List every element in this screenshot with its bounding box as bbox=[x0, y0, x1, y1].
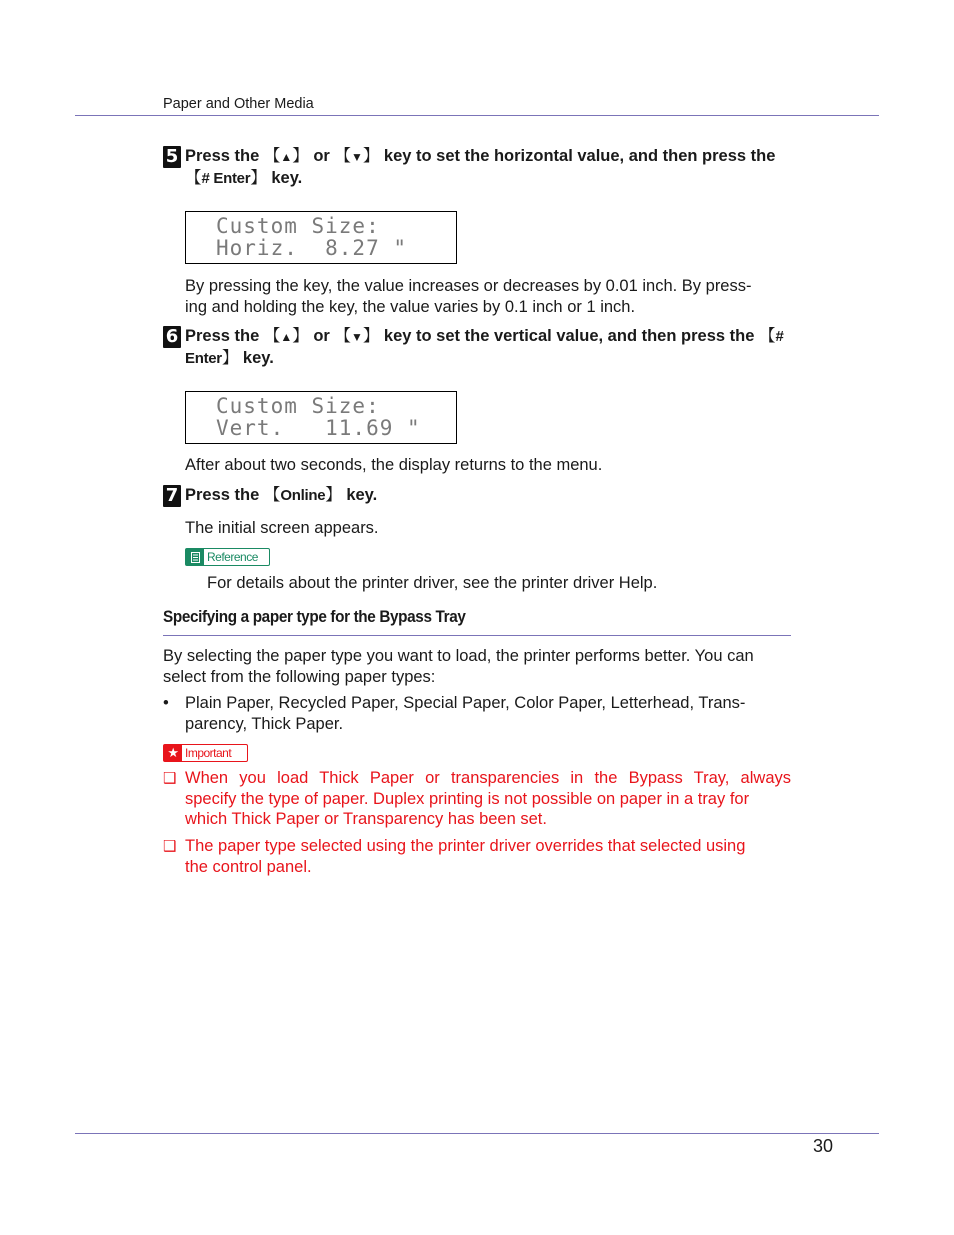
lcd-line-1: Custom Size: bbox=[216, 394, 380, 418]
step-number: 5 bbox=[163, 146, 181, 168]
lcd-display-vertical bbox=[185, 391, 457, 444]
paper-types-list: Plain Paper, Recycled Paper, Special Paper, Color Paper, Letterhead, Trans- parency, Thick Paper. bbox=[185, 694, 746, 733]
important-note-1: When you load Thick Paper or transparencies in the Bypass Tray, always specify the type of paper. Duplex printing is not possible on paper in a tray for which Thick Paper or Transparency has been set. bbox=[185, 769, 791, 828]
important-note-2: The paper type selected using the printer driver overrides that selected using the control panel. bbox=[185, 837, 746, 876]
checkbox-icon: ❑ bbox=[163, 838, 177, 855]
document-icon bbox=[186, 549, 204, 565]
badge-label: Important bbox=[185, 746, 232, 760]
enter-key-label: Enter bbox=[185, 350, 222, 367]
section-heading: Specifying a paper type for the Bypass Tray bbox=[163, 607, 466, 626]
star-icon: ★ bbox=[164, 745, 182, 761]
initial-screen-text: The initial screen appears. bbox=[185, 519, 379, 537]
down-arrow-icon: ▼ bbox=[350, 330, 363, 344]
lcd-line-1: Custom Size: bbox=[216, 214, 380, 238]
up-arrow-icon: ▲ bbox=[280, 330, 293, 344]
badge-label: Reference bbox=[207, 550, 258, 564]
step-instruction: Press the 【▲】 or 【▼】 key to set the horizontal value, and then press the 【# Enter】 key. bbox=[185, 147, 776, 187]
bypass-intro: By selecting the paper type you want to load, the printer performs better. You can select from the following paper types: bbox=[163, 647, 754, 686]
up-arrow-icon: ▲ bbox=[280, 150, 293, 164]
footer-rule bbox=[75, 1133, 879, 1134]
reference-detail-text: For details about the printer driver, see the printer driver Help. bbox=[207, 574, 658, 592]
running-header: Paper and Other Media bbox=[163, 96, 314, 112]
reference-badge bbox=[185, 548, 270, 566]
step-number: 7 bbox=[163, 485, 181, 507]
after-two-seconds-text: After about two seconds, the display returns to the menu. bbox=[185, 456, 603, 474]
lcd-line-2: Vert. 11.69 " bbox=[216, 416, 421, 440]
bullet-marker: • bbox=[163, 694, 169, 712]
checkbox-icon: ❑ bbox=[163, 770, 177, 787]
enter-key-label: # Enter bbox=[201, 170, 251, 187]
lcd-line-2: Horiz. 8.27 " bbox=[216, 236, 408, 260]
down-arrow-icon: ▼ bbox=[350, 150, 363, 164]
step-number: 6 bbox=[163, 326, 181, 348]
section-rule bbox=[163, 635, 791, 636]
online-key-label: Online bbox=[280, 487, 326, 504]
header-rule bbox=[75, 115, 879, 116]
step-instruction: Press the 【▲】 or 【▼】 key to set the vertical value, and then press the 【# Enter】 key. bbox=[185, 327, 784, 367]
press-description: By pressing the key, the value increases or decreases by 0.01 inch. By press- ing and holding the key, the value varies by 0.1 inch or 1 inch. bbox=[185, 277, 752, 316]
hash-key-label: # bbox=[775, 328, 784, 345]
lcd-display-horizontal bbox=[185, 211, 457, 264]
page-number: 30 bbox=[813, 1136, 834, 1156]
important-badge bbox=[163, 744, 248, 762]
step-instruction: Press the 【Online】 key. bbox=[185, 486, 378, 504]
